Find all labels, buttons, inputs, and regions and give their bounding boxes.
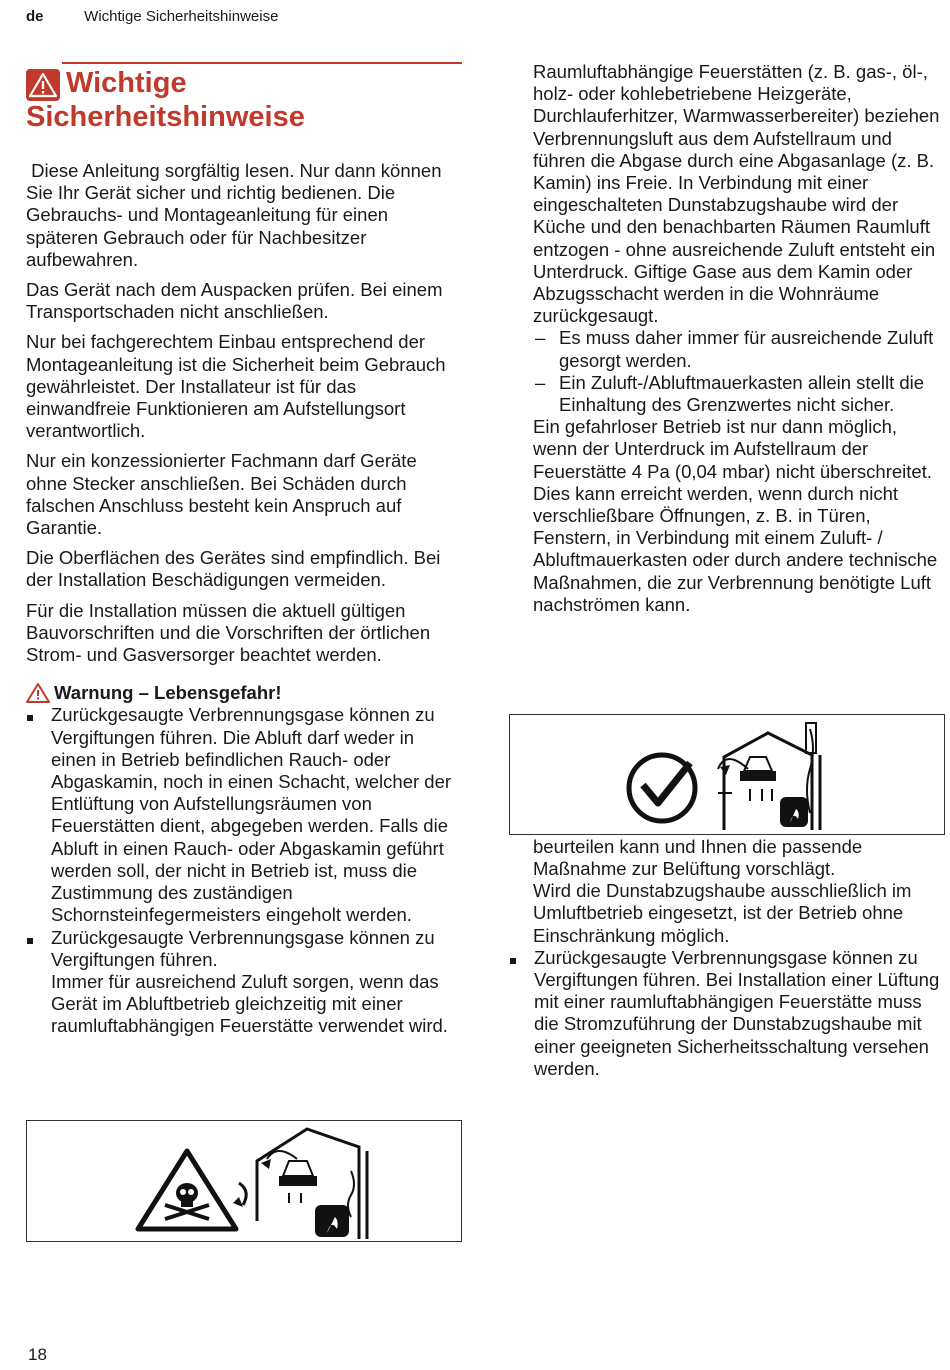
warning-heading — [26, 682, 462, 704]
list-item — [26, 704, 462, 926]
dash-marker: – — [535, 327, 546, 349]
illustration-unsafe-exhaust — [26, 1120, 462, 1242]
bullet-square — [26, 704, 51, 926]
list-item — [509, 947, 943, 1080]
right-column — [533, 61, 943, 1080]
page-header — [26, 8, 278, 25]
paragraph-safe-operation: Ein gefahrloser Betrieb ist nur dann möglich, wenn der Unterdruck im Aufstellraum der Feuerstätte 4 Pa (0,04 mbar) nicht überschreitet. Dies kann erreicht werden, wenn durch nicht verschließbare Öffnungen, z. B. in Türen, Fenstern, in Verbindung mit einem Zuluft- / Abluftmauerkasten oder durch andere technische Maßnahmen, die zur Verbrennung benötigte Luft nachströmen kann. — [533, 416, 938, 615]
page-title — [26, 66, 462, 134]
warning-triangle-icon — [26, 682, 50, 704]
bullet-text: Zurückgesaugte Verbrennungsgase können zu Vergiftungen führen. — [51, 926, 435, 970]
dash-text: Ein Zuluft-/Abluftmauerkasten allein stellt die Einhaltung des Grenzwertes nicht sicher. — [559, 371, 925, 416]
house-diagram — [718, 723, 820, 830]
paragraph-intro-3: Nur bei fachgerechtem Einbau entsprechend der Montageanleitung ist die Sicherheit beim Gebrauch gewährleistet. Der Installateur ist für das einwandfreie Funktionieren am Aufstellungsort verantwortlich. — [26, 331, 446, 442]
section-label: Wichtige Sicherheitshinweise — [84, 8, 279, 25]
house-diagram — [257, 1129, 367, 1239]
illustration-safe-exhaust — [509, 714, 945, 835]
dash-marker: – — [535, 371, 546, 393]
bullet-square — [509, 947, 534, 1080]
paragraph-room-air: Raumluftabhängige Feuerstätten (z. B. gas-, öl-, holz- oder kohlebetriebene Heizgeräte, Durchlauferhitzer, Warmwasserbereiter) beziehen Verbrennungsluft aus dem Aufstellraum und führen die Abgase durch eine Abgasanlage (z. B. Kamin) ins Freie. In Verbindung mit einer eingeschalteten Dunstabzugshaube wird der Küche und den benachbarten Räumen Raumluft entzogen - ohne ausreichende Zuluft entsteht ein Unterdruck. Giftige Gase aus dem Kamin oder Abzugsschacht werden in die Wohnräume zurückgesaugt. — [533, 61, 940, 327]
bullet-square — [26, 927, 51, 1038]
title-line-1: Wichtige — [66, 67, 187, 99]
list-item — [533, 327, 943, 371]
skull-warning-icon — [138, 1151, 236, 1229]
paragraph-intro-5: Die Oberflächen des Gerätes sind empfindlich. Bei der Installation Beschädigungen vermeiden. — [26, 547, 441, 591]
paragraph-recirculation: Wird die Dunstabzugshaube ausschließlich im Umluftbetrieb eingesetzt, ist der Betrieb ohne Einschränkung möglich. — [533, 880, 912, 946]
bullet-text: Zurückgesaugte Verbrennungsgase können zu Vergiftungen führen. Bei Installation einer Lüftung mit einer raumluftabhängigen Feuerstätte muss die Stromzuführung der Dunstabzugshaube mit einer geeigneten Sicherheitsschaltung versehen werden. — [534, 946, 940, 1079]
title-line-2: Sicherheitshinweise — [26, 101, 305, 133]
bullet-text-continued: Immer für ausreichend Zuluft sorgen, wenn das Gerät im Abluftbetrieb gleichzeitig mit einer raumluftabhängigen Feuerstätte verwendet wird. — [51, 970, 448, 1037]
bullet-text: Zurückgesaugte Verbrennungsgase können zu Vergiftungen führen. Die Abluft darf weder in einen in Betrieb befindlichen Rauch- oder Abgaskamin, noch in einen Schacht, welcher der Entlüftung von Aufstellungsräumen von Feuerstätten dient, abgegeben werden. Falls die Abluft in einen Rauch- oder Abgaskamin geführt werden soll, der nicht in Betrieb ist, muss die Zustimmung des zuständigen Schornsteinfegermeisters eingeholt werden. — [51, 704, 452, 926]
left-column — [26, 62, 462, 1038]
title-rule — [62, 62, 462, 64]
list-item — [26, 927, 462, 1038]
language-label: de — [26, 8, 44, 25]
list-item — [533, 372, 943, 416]
checkmark-icon — [629, 755, 695, 821]
warning-triangle-icon — [26, 69, 60, 101]
paragraph-intro-6: Für die Installation müssen die aktuell gültigen Bauvorschriften und die Vorschriften der örtlichen Strom- und Gasversorger beachtet werden. — [26, 599, 431, 666]
paragraph-intro-1: Diese Anleitung sorgfältig lesen. Nur dann können Sie Ihr Gerät sicher und richtig bedienen. Die Gebrauchs- und Montageanleitung für einen späteren Gebrauch oder für Nachbesitzer aufbewahren. — [26, 160, 447, 270]
page-number: 18 — [28, 1345, 47, 1364]
paragraph-intro-2: Das Gerät nach dem Auspacken prüfen. Bei einem Transportschaden nicht anschließen. — [26, 279, 443, 323]
paragraph-chimney-sweep: beurteilen kann und Ihnen die passende Maßnahme zur Belüftung vorschlägt. — [533, 835, 863, 879]
dash-text: Es muss daher immer für ausreichende Zuluft gesorgt werden. — [559, 327, 934, 371]
paragraph-intro-4: Nur ein konzessionierter Fachmann darf Geräte ohne Stecker anschließen. Bei Schäden durch falschen Anschluss besteht kein Anspruch auf Garantie. — [26, 450, 417, 539]
warning-heading-text: Warnung – Lebensgefahr! — [54, 682, 282, 704]
